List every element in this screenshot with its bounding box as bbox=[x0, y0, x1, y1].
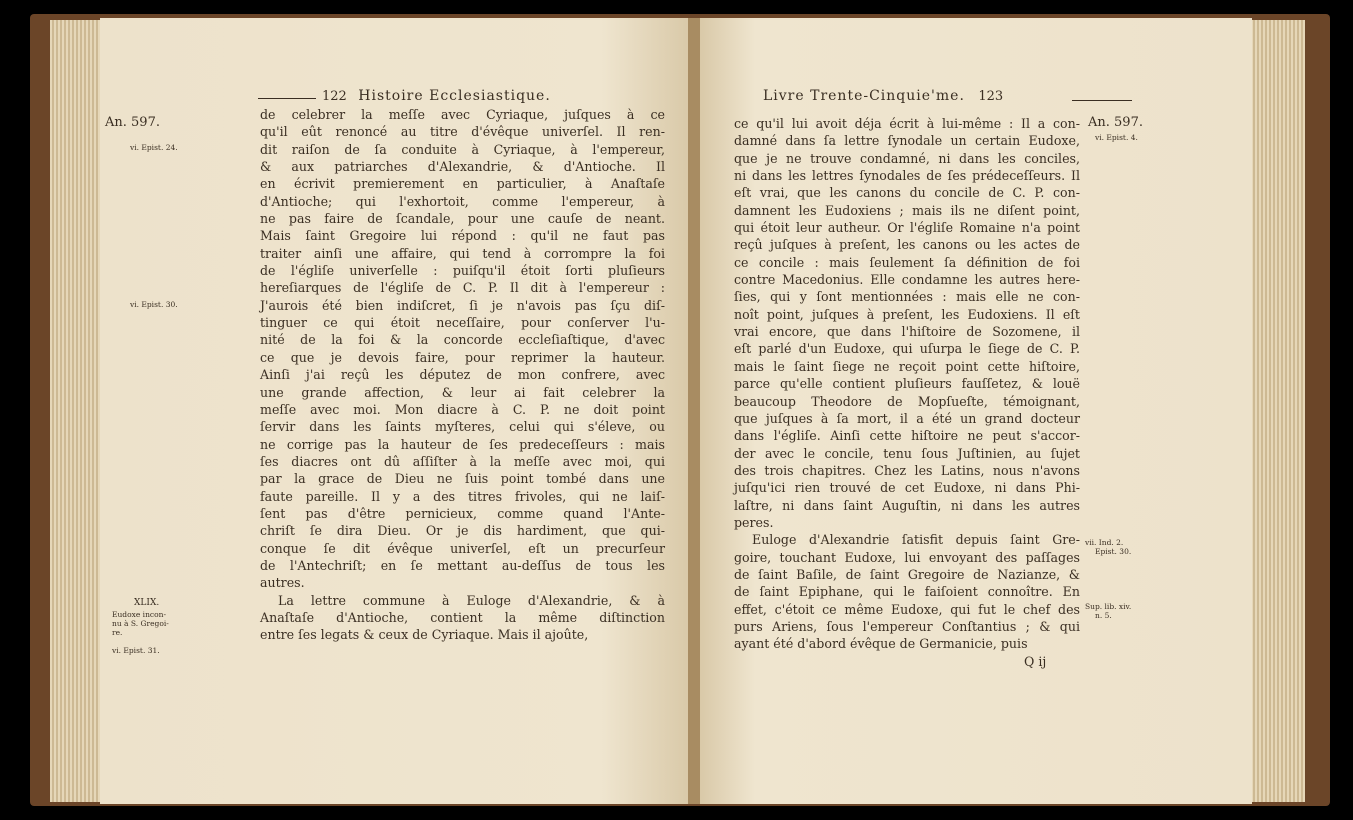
text-line: d'Antioche; qui l'exhortoit, comme l'empereur, à bbox=[260, 193, 665, 209]
left-page bbox=[100, 18, 690, 804]
text-line: entre ſes legats & ceux de Cyriaque. Mais il ajoûte, bbox=[260, 627, 589, 643]
text-line: beaucoup Theodore de Mopſueſte, témoignant, bbox=[734, 393, 1080, 409]
header-rule bbox=[258, 98, 316, 99]
text-line: vrai encore, que dans l'hiſtoire de Sozomene, il bbox=[734, 324, 1080, 340]
text-line: goire, touchant Eudoxe, lui envoyant des paſſages bbox=[734, 549, 1080, 565]
text-line: eſt vrai, que les canons du concile de C. P. con- bbox=[734, 185, 1080, 201]
text-line: ne pas faire de ſcandale, pour une cauſe de neant. bbox=[260, 211, 665, 227]
text-line: ce concile : mais ſeulement ſa définition de foi bbox=[734, 254, 1080, 270]
right-page-number: 123 bbox=[978, 89, 1004, 104]
right-body-text bbox=[734, 115, 1080, 653]
right-title: Livre Trente-Cinquie'me. bbox=[763, 88, 965, 104]
text-line: chriſt ſe dira Dieu. Or je dis hardiment, que qui- bbox=[260, 523, 665, 539]
text-line: de ſaint Epiphane, qui le faiſoient connoître. En bbox=[734, 584, 1080, 600]
text-line: une grande affection, & leur ai fait celebrer la bbox=[260, 384, 665, 400]
text-line: de l'Antechriſt; en ſe mettant au-deſſus de tous les bbox=[260, 557, 665, 573]
text-line: ſervir dans les ſaints myſteres, celui qui s'éleve, ou bbox=[260, 419, 665, 435]
right-margin-note: n. 5. bbox=[1095, 611, 1112, 620]
text-line: laſtre, ni dans ſaint Auguſtin, ni dans les autres bbox=[734, 497, 1080, 513]
text-line: ſes diacres ont dû aſſiſter à la meſſe avec moi, qui bbox=[260, 453, 665, 469]
right-running-head bbox=[763, 88, 1009, 104]
text-line: conque ſe dit évêque univerſel, eſt un precurſeur bbox=[260, 540, 665, 556]
text-line: hereſiarques de l'égliſe de C. P. Il dit à l'empereur : bbox=[260, 280, 665, 296]
text-line: ayant été d'abord évêque de Germanicie, puis bbox=[734, 636, 1028, 652]
section-note: Eudoxe incon- bbox=[112, 610, 166, 619]
text-line: de celebrer la meſſe avec Cyriaque, juſques à ce bbox=[260, 107, 665, 122]
text-line: noît point, juſques à preſent, les Eudoxiens. Il eſt bbox=[734, 306, 1080, 322]
text-line: damnent les Eudoxiens ; mais ils ne diſent point, bbox=[734, 202, 1080, 218]
text-line: tinguer ce qui étoit neceſſaire, pour conſerver l'u- bbox=[260, 315, 665, 331]
left-margin-note: vi. Epist. 31. bbox=[112, 646, 160, 655]
text-line: ſent pas d'être pernicieux, comme quand l'Ante- bbox=[260, 505, 665, 521]
section-note: nu à S. Gregoi- bbox=[112, 619, 169, 628]
text-line: autres. bbox=[260, 575, 305, 591]
page-edges-right bbox=[1245, 20, 1305, 802]
text-line: damné dans ſa lettre ſynodale un certain Eudoxe, bbox=[734, 133, 1080, 149]
left-margin-note: vi. Epist. 30. bbox=[130, 300, 178, 309]
left-running-head bbox=[322, 88, 551, 104]
catchword: Q ij bbox=[1024, 654, 1047, 669]
text-line: J'aurois été bien indiſcret, ſi je n'avois pas ſçu diſ- bbox=[260, 297, 665, 313]
text-line: La lettre commune à Euloge d'Alexandrie, & à bbox=[278, 592, 665, 608]
text-line: parce qu'elle contient pluſieurs fauſſetez, & louë bbox=[734, 376, 1080, 392]
text-line: que je ne trouve condamné, ni dans les conciles, bbox=[734, 150, 1080, 166]
left-page-number: 122 bbox=[322, 89, 347, 104]
text-line: dans l'égliſe. Ainſi cette hiſtoire ne peut s'accor- bbox=[734, 428, 1080, 444]
text-line: meſſe avec moi. Mon diacre à C. P. ne doit point bbox=[260, 401, 665, 417]
text-line: ce qu'il lui avoit déja écrit à lui-même : Il a con- bbox=[734, 116, 1080, 131]
left-margin-note: vi. Epist. 24. bbox=[130, 143, 178, 152]
text-line: ce que je devois faire, pour reprimer la hauteur. bbox=[260, 349, 665, 365]
right-margin-note: Epist. 30. bbox=[1095, 547, 1132, 556]
text-line: Anaſtaſe d'Antioche, contient la même diſtinction bbox=[260, 609, 665, 625]
text-line: ſies, qui y ſont mentionnées : mais elle ne con- bbox=[734, 289, 1080, 305]
text-line: eſt parlé d'un Eudoxe, qui uſurpa le ſiege de C. P. bbox=[734, 341, 1080, 357]
text-line: qu'il eût renoncé au titre d'évêque univerſel. Il ren- bbox=[260, 124, 665, 140]
text-line: ne corrige pas la hauteur de ſes predeceſſeurs : mais bbox=[260, 436, 665, 452]
left-body-text bbox=[260, 106, 665, 644]
text-line: nité de la foi & la concorde eccleſiaſtique, d'avec bbox=[260, 332, 665, 348]
right-year: An. 597. bbox=[1088, 115, 1143, 130]
text-line: der avec le concile, tenu ſous Juſtinien, au ſujet bbox=[734, 445, 1080, 461]
right-margin-note: Sup. lib. xiv. bbox=[1085, 602, 1132, 611]
text-line: reçû juſques à preſent, les canons ou les actes de bbox=[734, 237, 1080, 253]
text-line: Mais ſaint Gregoire lui répond : qu'il ne faut pas bbox=[260, 228, 665, 244]
section-note: re. bbox=[112, 628, 123, 637]
text-line: de l'égliſe univerſelle : puiſqu'il étoit ſorti pluſieurs bbox=[260, 263, 665, 279]
right-margin-note: vi. Epist. 4. bbox=[1095, 133, 1138, 142]
right-page bbox=[700, 18, 1252, 804]
text-line: contre Macedonius. Elle condamne les autres here- bbox=[734, 272, 1080, 288]
text-line: faute pareille. Il y a des titres frivoles, qui ne laiſ- bbox=[260, 488, 665, 504]
left-title: Histoire Ecclesiastique. bbox=[358, 88, 551, 104]
left-year: An. 597. bbox=[105, 115, 160, 130]
text-line: peres. bbox=[734, 514, 774, 530]
text-line: effet, c'étoit ce même Eudoxe, qui fut le chef des bbox=[734, 601, 1080, 617]
text-line: que juſques à ſa mort, il a été un grand docteur bbox=[734, 410, 1080, 426]
text-line: dit raiſon de ſa conduite à Cyriaque, à l'empereur, bbox=[260, 141, 665, 157]
text-line: mais le ſaint ſiege ne reçoit point cette hiſtoire, bbox=[734, 358, 1080, 374]
text-line: en écrivit premierement en particulier, à Anaſtaſe bbox=[260, 176, 665, 192]
text-line: qui étoit leur autheur. Or l'égliſe Romaine n'a point bbox=[734, 220, 1080, 236]
text-line: purs Ariens, ſous l'empereur Conſtantius ; & qui bbox=[734, 618, 1080, 634]
text-line: par la grace de Dieu ne ſuis point tombé dans une bbox=[260, 471, 665, 487]
header-rule bbox=[1072, 100, 1132, 101]
text-line: Euloge d'Alexandrie ſatisfit depuis ſaint Gre- bbox=[752, 532, 1080, 548]
text-line: des trois chapitres. Chez les Latins, nous n'avons bbox=[734, 462, 1080, 478]
text-line: ni dans les lettres ſynodales de ſes prédeceſſeurs. Il bbox=[734, 168, 1080, 184]
right-margin-note: vii. Ind. 2. bbox=[1085, 538, 1124, 547]
section-number: XLIX. bbox=[134, 598, 160, 608]
text-line: traiter ainſi une affaire, qui tend à corrompre la foi bbox=[260, 245, 665, 261]
text-line: & aux patriarches d'Alexandrie, & d'Antioche. Il bbox=[260, 159, 665, 175]
text-line: juſqu'ici rien trouvé de cet Eudoxe, ni dans Phi- bbox=[734, 480, 1080, 496]
text-line: de ſaint Baſile, de ſaint Gregoire de Nazianze, & bbox=[734, 566, 1080, 582]
text-line: Ainſi j'ai reçû les députez de mon confrere, avec bbox=[260, 367, 665, 383]
